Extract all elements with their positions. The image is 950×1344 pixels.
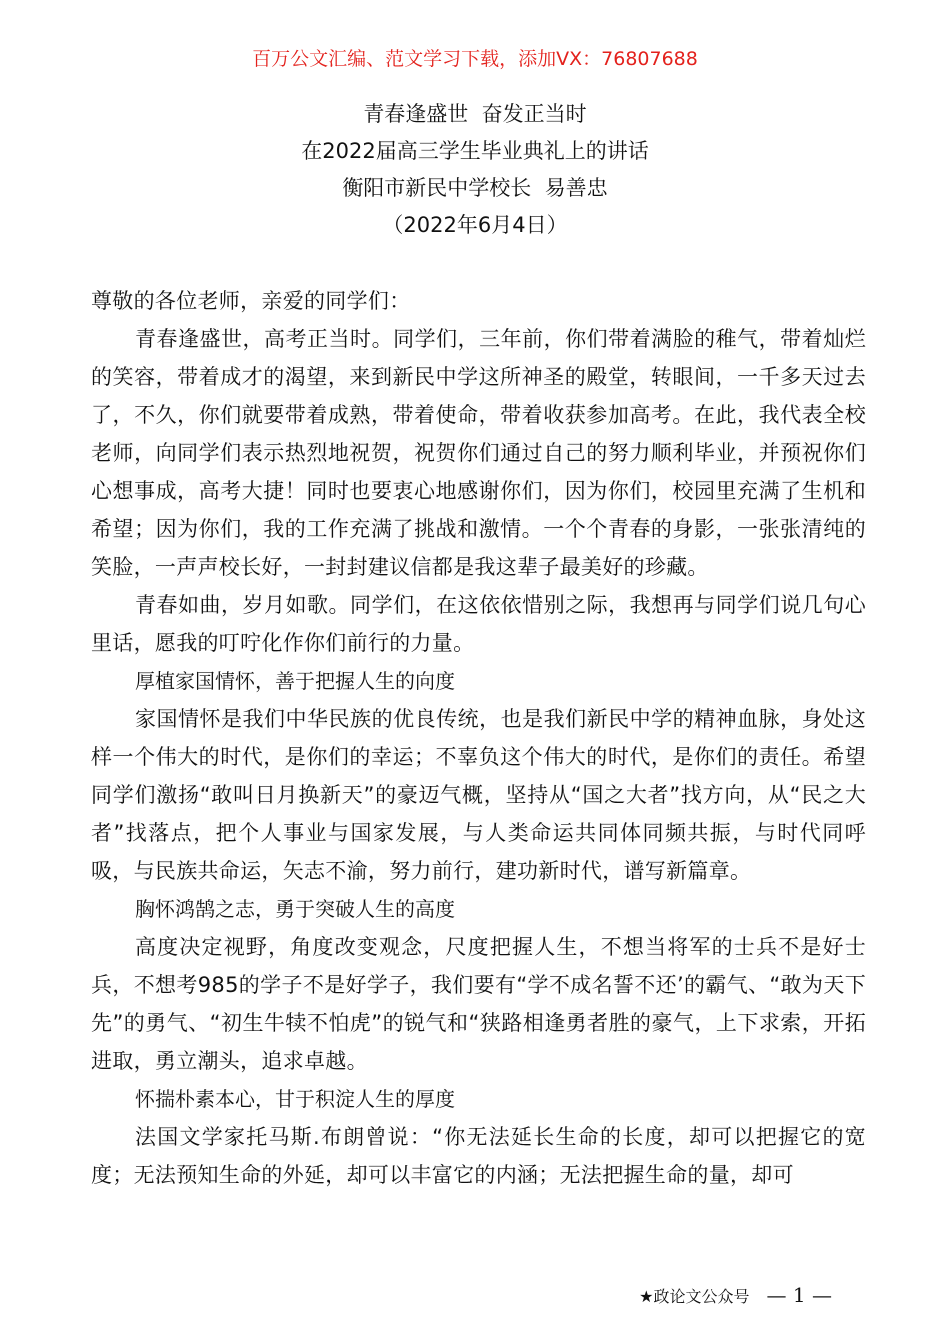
page-number: — 1 — [766, 1283, 832, 1307]
paragraph-4: 高度决定视野，角度改变观念，尺度把握人生，不想当将军的士兵不是好士兵，不想考985的学子不是好学子，我们要有“学不成名誓不还’的霸气、“敢为天下先”的勇气、“初生牛犊不怕虎”的锐气和“狭路相逢勇者胜的豪气，上下求索，开拓进取，勇立潮头，追求卓越。 [91, 935, 866, 1073]
salutation: 尊敬的各位老师，亲爱的同学们： [91, 289, 411, 313]
speech-date: （2022年6月4日） [382, 213, 568, 237]
speech-body [91, 282, 866, 1194]
speaker-line: 衡阳市新民中学校长 易善忠 [342, 176, 608, 200]
footer-brand: ★政论文公众号 [639, 1287, 750, 1306]
paragraph-2: 青春如曲，岁月如歌。同学们，在这依依惜别之际，我想再与同学们说几句心里话，愿我的叮咛化作你们前行的力量。 [91, 593, 866, 655]
speech-title: 青春逢盛世 奋发正当时 [363, 102, 587, 126]
paragraph-1: 青春逢盛世，高考正当时。同学们，三年前，你们带着满脸的稚气，带着灿烂的笑容，带着成才的渴望，来到新民中学这所神圣的殿堂，转眼间，一千多天过去了，不久，你们就要带着成熟，带着使命，带着收获参加高考。在此，我代表全校老师，向同学们表示热烈地祝贺，祝贺你们通过自己的努力顺利毕业，并预祝你们心想事成，高考大捷！同时也要衷心地感谢你们，因为你们，校园里充满了生机和希望；因为你们，我的工作充满了挑战和激情。一个个青春的身影，一张张清纯的笑脸，一声声校长好，一封封建议信都是我这辈子最美好的珍藏。 [91, 327, 866, 579]
speech-subtitle: 在2022届高三学生毕业典礼上的讲话 [301, 139, 649, 163]
title-block [0, 96, 950, 244]
section-heading-2: 胸怀鸿鹄之志，勇于突破人生的高度 [135, 897, 455, 921]
page-footer [639, 1280, 832, 1312]
paragraph-3: 家国情怀是我们中华民族的优良传统，也是我们新民中学的精神血脉，身处这样一个伟大的时代，是你们的幸运；不辜负这个伟大的时代，是你们的责任。希望同学们激扬“敢叫日月换新天”的豪迈气概，坚持从“国之大者”找方向，从“民之大者”找落点，把个人事业与国家发展，与人类命运共同体同频共振，与时代同呼吸，与民族共命运，矢志不渝，努力前行，建功新时代，谱写新篇章。 [91, 707, 866, 883]
section-heading-3: 怀揣朴素本心，甘于积淀人生的厚度 [135, 1087, 455, 1111]
header-banner: 百万公文汇编、范文学习下载，添加VX：76807688 [252, 48, 698, 70]
section-heading-1: 厚植家国情怀，善于把握人生的向度 [135, 669, 455, 693]
paragraph-5: 法国文学家托马斯.布朗曾说：“你无法延长生命的长度，却可以把握它的宽度；无法预知生命的外延，却可以丰富它的内涵；无法把握生命的量，却可 [91, 1125, 866, 1187]
